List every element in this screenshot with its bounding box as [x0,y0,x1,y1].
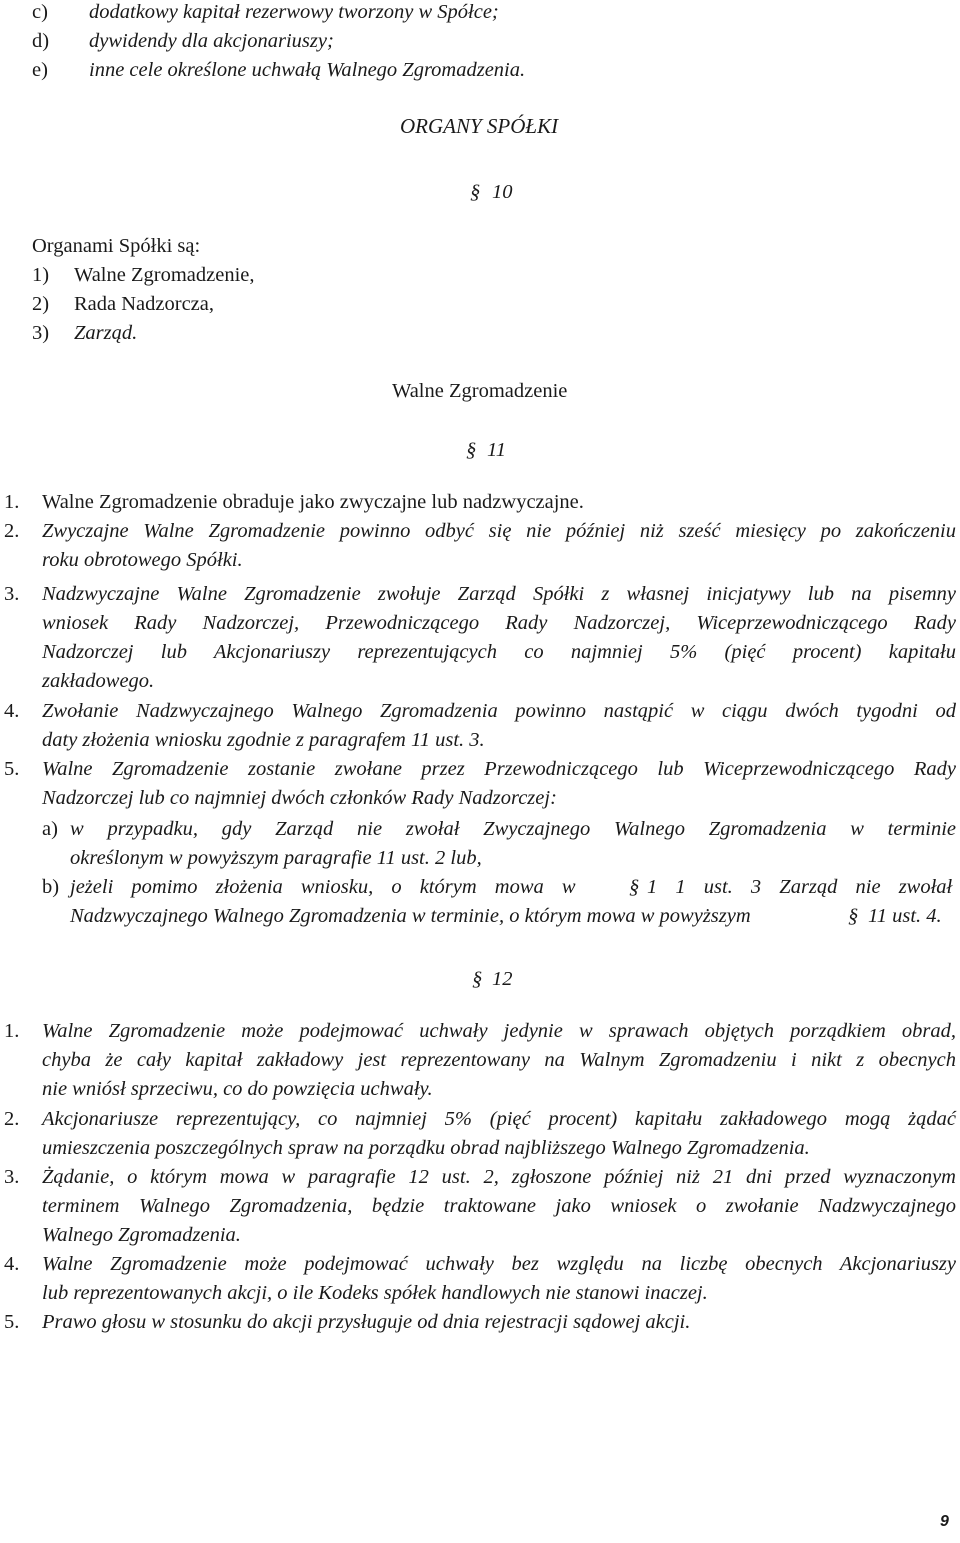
list-marker: e) [32,59,48,81]
paragraph-number-11: 11 [487,439,506,461]
item-number: 1. [4,491,20,513]
paragraph-text: Nadzorczej lub co najmniej dwóch członków Rady Nadzorczej: [42,787,557,809]
item-number: 3. [4,1166,20,1188]
paragraph-text: wniosek Rady Nadzorczej, Przewodniczącego Rady Nadzorczej, Wiceprzewodniczącego Rady [42,612,956,634]
list-item-text: inne cele określone uchwałą Walnego Zgromadzenia. [89,59,526,81]
item-number: 4. [4,1253,20,1275]
item-number: 3. [4,583,20,605]
paragraph-text: 1 1 ust. 3 Zarząd nie zwołał [647,876,953,898]
list-marker: c) [32,1,48,23]
paragraph-text: chyba że cały kapitał zakładowy jest reprezentowany na Walnym Zgromadzeniu i nikt z obecnych [42,1049,956,1071]
section-heading-wz: Walne Zgromadzenie [392,380,568,402]
paragraph-text: Nadzwyczajne Walne Zgromadzenie zwołuje Zarząd Spółki z własnej inicjatywy lub na pisemny [42,583,956,605]
item-number: 1. [4,1020,20,1042]
list-marker: b) [42,876,60,898]
paragraph-text: Żądanie, o którym mowa w paragrafie 12 ust. 2, zgłoszone później niż 21 dni przed wyznaczonym [42,1166,956,1188]
section-heading-organs: ORGANY SPÓŁKI [400,114,559,138]
paragraph-text: jeżeli pomimo złożenia wniosku, o którym mowa w [70,876,576,898]
item-number: 2. [4,1108,20,1130]
list-marker: d) [32,30,50,52]
paragraph-text: w przypadku, gdy Zarząd nie zwołał Zwyczajnego Walnego Zgromadzenia w terminie [70,818,956,840]
paragraph-text: roku obrotowego Spółki. [42,549,243,571]
paragraph-number-12: 12 [492,968,513,990]
paragraph-symbol: § [629,876,640,898]
list-marker: 3) [32,322,50,344]
paragraph-text: Walne Zgromadzenie może podejmować uchwały bez względu na liczbę obecnych Akcjonariuszy [42,1253,956,1275]
paragraph-text: Walne Zgromadzenie obraduje jako zwyczajne lub nadzwyczajne. [42,491,584,513]
paragraph-text: lub reprezentowanych akcji, o ile Kodeks spółek handlowych nie stanowi inaczej. [42,1282,708,1304]
paragraph-symbol: § [472,968,483,990]
paragraph-number-10: 10 [492,181,513,203]
paragraph-text: Nadzwyczajnego Walnego Zgromadzenia w terminie, o którym mowa w powyższym [70,905,751,927]
paragraph-text: Walnego Zgromadzenia. [42,1224,241,1246]
paragraph-text: Zwyczajne Walne Zgromadzenie powinno odbyć się nie później niż sześć miesięcy po zakończeniu [42,520,956,542]
list-item-text: Zarząd. [74,322,138,344]
paragraph-symbol: § [848,905,859,927]
paragraph-text: Walne Zgromadzenie może podejmować uchwały jedynie w sprawach objętych porządkiem obrad, [42,1020,956,1042]
paragraph-text: terminem Walnego Zgromadzenia, będzie traktowane jako wniosek o zwołanie Nadzwyczajnego [42,1195,956,1217]
page-number: 9 [940,1513,949,1530]
paragraph-text: Walne Zgromadzenie zostanie zwołane przez Przewodniczącego lub Wiceprzewodniczącego Rady [42,758,956,780]
paragraph-text: Nadzorczej lub Akcjonariuszy reprezentujących co najmniej 5% (pięć procent) kapitału [42,641,956,663]
list-item-text: dodatkowy kapitał rezerwowy tworzony w Spółce; [89,1,499,23]
paragraph-text: 11 ust. 4. [868,905,942,927]
list-item-text: Rada Nadzorcza, [74,293,214,315]
list-marker: 1) [32,264,50,286]
paragraph-text: Zwołanie Nadzwyczajnego Walnego Zgromadzenia powinno nastąpić w ciągu dwóch tygodni od [42,700,956,722]
item-number: 4. [4,700,20,722]
list-item-text: dywidendy dla akcjonariuszy; [89,30,334,52]
list-marker: a) [42,818,58,840]
par10-intro: Organami Spółki są: [32,235,201,257]
paragraph-text: Prawo głosu w stosunku do akcji przysługuje od dnia rejestracji sądowej akcji. [42,1311,691,1333]
list-marker: 2) [32,293,50,315]
paragraph-text: Akcjonariusze reprezentujący, co najmniej 5% (pięć procent) kapitału zakładowego mogą żądać [42,1108,956,1130]
paragraph-text: nie wniósł sprzeciwu, co do powzięcia uchwały. [42,1078,433,1100]
item-number: 5. [4,1311,20,1333]
item-number: 5. [4,758,20,780]
paragraph-text: zakładowego. [42,670,155,692]
item-number: 2. [4,520,20,542]
paragraph-symbol: § [466,439,477,461]
list-item-text: Walne Zgromadzenie, [74,264,255,286]
paragraph-text: określonym w powyższym paragrafie 11 ust. 2 lub, [70,847,482,869]
paragraph-text: umieszczenia poszczególnych spraw na porządku obrad najbliższego Walnego Zgromadzenia. [42,1137,810,1159]
paragraph-symbol: § [470,181,481,203]
paragraph-text: daty złożenia wniosku zgodnie z paragrafem 11 ust. 3. [42,729,485,751]
